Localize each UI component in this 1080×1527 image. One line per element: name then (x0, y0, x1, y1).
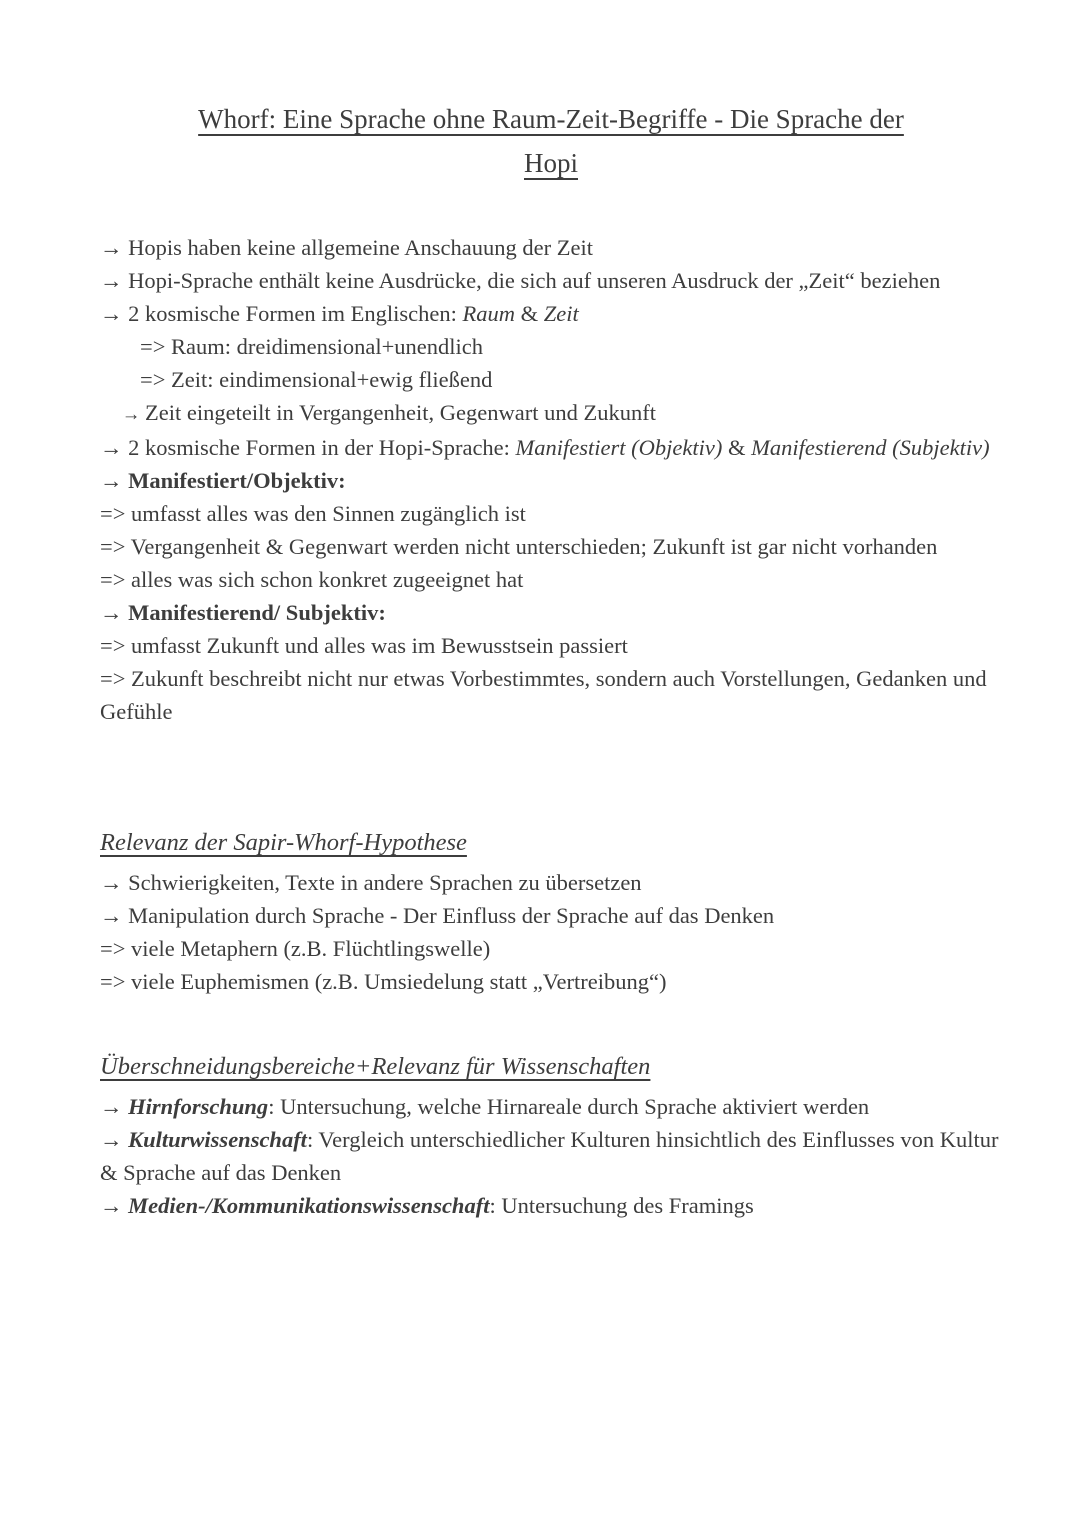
note-line (100, 563, 1002, 596)
text-segment: Manifestiert (Objektiv) (515, 435, 723, 461)
title-line-2: Hopi (524, 147, 578, 178)
section-heading: Überschneidungsbereiche+Relevanz für Wissenschaften (100, 1053, 651, 1081)
note-line (100, 1123, 1002, 1189)
note-line (100, 264, 1002, 297)
hopi-notes-section (100, 231, 1002, 728)
text-segment: & (722, 435, 752, 461)
text-segment: → Hopis haben keine allgemeine Anschauung der Zeit (100, 235, 593, 261)
text-segment: → (100, 600, 129, 626)
text-segment: => Zukunft beschreibt nicht nur etwas Vorbestimmtes, sondern auch Vorstellungen, Gedanken und Gefühle (100, 666, 987, 725)
text-segment: Raum (462, 301, 515, 327)
note-line (100, 629, 1002, 662)
text-segment: => Vergangenheit & Gegenwart werden nicht unterschieden; Zukunft ist gar nicht vorhanden (100, 534, 938, 560)
note-line (100, 1090, 1002, 1123)
text-segment: → 2 kosmische Formen im Englischen: (100, 301, 463, 327)
text-segment: → (100, 1127, 129, 1153)
text-segment: Manifestierend (Subjektiv) (751, 435, 990, 461)
text-segment: => umfasst alles was den Sinnen zugänglich ist (100, 501, 526, 527)
ueberschneidung-section (100, 1050, 1002, 1222)
text-segment: Medien-/Kommunikationswissenschaft (128, 1193, 490, 1219)
note-line (100, 596, 1002, 629)
note-line (100, 530, 1002, 563)
text-segment: → Schwierigkeiten, Texte in andere Sprachen zu übersetzen (100, 870, 642, 896)
text-segment: => alles was sich schon konkret zugeeignet hat (100, 567, 524, 593)
text-segment: : Untersuchung, welche Hirnareale durch Sprache aktiviert werden (268, 1094, 870, 1120)
text-segment: Manifestiert/Objektiv: (128, 468, 346, 494)
text-segment: Kulturwissenschaft (128, 1127, 307, 1153)
text-segment: Zeit (543, 301, 579, 327)
note-line (100, 297, 1002, 330)
note-line (100, 396, 1002, 431)
note-line (100, 932, 1002, 965)
text-segment: => umfasst Zukunft und alles was im Bewusstsein passiert (100, 633, 628, 659)
note-line (100, 899, 1002, 932)
note-line (100, 1189, 1002, 1222)
text-segment: => viele Metaphern (z.B. Flüchtlingswelle) (100, 936, 491, 962)
text-segment: : Untersuchung des Framings (489, 1193, 754, 1219)
note-line (100, 965, 1002, 998)
text-segment: & (514, 301, 544, 327)
document-title (100, 98, 1002, 185)
text-segment: => viele Euphemismen (z.B. Umsiedelung statt „Vertreibung“) (100, 969, 667, 995)
section-heading: Relevanz der Sapir-Whorf-Hypothese (100, 829, 467, 857)
notes-content (100, 231, 1002, 1222)
note-line (100, 231, 1002, 264)
text-segment: Hirnforschung (128, 1094, 269, 1120)
note-line (100, 363, 1002, 396)
text-segment: => Zeit: eindimensional+ewig fließend (140, 367, 493, 393)
note-line (100, 431, 1002, 464)
relevanz-section (100, 826, 1002, 998)
note-line (100, 866, 1002, 899)
text-segment: Zeit eingeteilt in Vergangenheit, Gegenwart und Zukunft (145, 400, 656, 426)
text-segment: : Vergleich unterschiedlicher Kulturen hinsichtlich des Einflusses von Kultur & Sprache auf das Denken (100, 1127, 999, 1186)
note-line (100, 330, 1002, 363)
note-line (100, 464, 1002, 497)
title-line-1: Whorf: Eine Sprache ohne Raum-Zeit-Begriffe - Die Sprache der (198, 104, 904, 134)
text-segment: → 2 kosmische Formen in der Hopi-Sprache: (100, 435, 516, 461)
text-segment: Manifestierend/ Subjektiv: (128, 600, 386, 626)
text-segment: → Hopi-Sprache enthält keine Ausdrücke, die sich auf unseren Ausdruck der „Zeit“ beziehen (100, 268, 941, 294)
text-segment: → (100, 468, 129, 494)
text-segment: → (100, 1094, 129, 1120)
text-segment: → (122, 404, 146, 425)
note-line (100, 497, 1002, 530)
text-segment: → (100, 1193, 129, 1219)
text-segment: → Manipulation durch Sprache - Der Einfluss der Sprache auf das Denken (100, 903, 775, 929)
note-line (100, 662, 1002, 728)
text-segment: => Raum: dreidimensional+unendlich (140, 334, 484, 360)
